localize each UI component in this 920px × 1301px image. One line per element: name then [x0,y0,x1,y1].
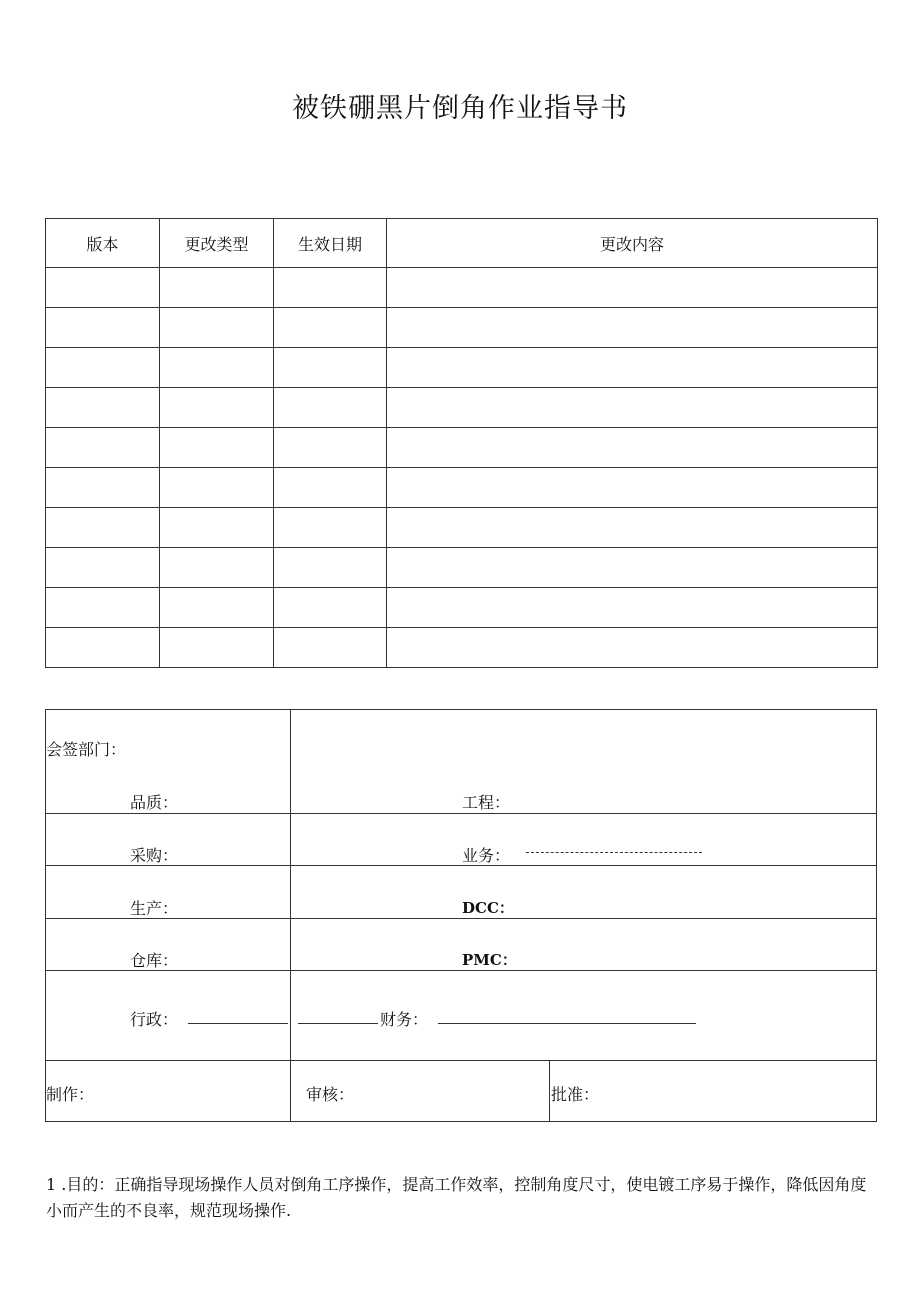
admin-signature-line-extension[interactable] [298,1023,378,1024]
document-title: 被铁硼黑片倒角作业指导书 [292,93,628,124]
dcc-label: DCC： [462,899,514,917]
row-divider [46,1060,876,1061]
header-change-type: 更改类型 [160,219,274,268]
signoff-table [45,709,877,1122]
finance-signature-line[interactable] [438,1023,696,1024]
countersign-label: 会签部门： [46,740,127,759]
pmc-label: PMC： [462,951,517,969]
purchasing-label: 采购： [130,846,179,865]
column-divider [290,710,291,1122]
column-divider [549,1060,550,1122]
header-effective-date: 生效日期 [274,219,387,268]
purpose-paragraph: 1 .目的：正确指导现场操作人员对倒角工序操作，提高工作效率，控制角度尺寸，使电镀工序易于操作，降低因角度小而产生的不良率，规范现场操作. [46,1175,867,1220]
business-signature-line[interactable] [526,852,702,853]
made-by-label: 制作： [46,1085,95,1104]
header-version: 版本 [46,219,160,268]
table-row [46,628,878,668]
table-cell [46,348,160,388]
table-row [46,468,878,508]
table-cell [387,308,878,348]
table-cell [160,388,274,428]
table-cell [387,268,878,308]
production-label: 生产： [130,899,179,918]
table-cell [46,428,160,468]
table-cell [160,548,274,588]
approved-by-label: 批准： [551,1085,600,1104]
table-cell [160,348,274,388]
warehouse-label: 仓库： [130,951,179,970]
table-cell [46,268,160,308]
table-cell [274,628,387,668]
table-row [46,388,878,428]
reviewed-by-label: 审核： [306,1085,355,1104]
admin-label: 行政： [130,1010,179,1029]
table-row [46,308,878,348]
table-cell [160,308,274,348]
table-cell [274,268,387,308]
table-cell [387,428,878,468]
table-cell [46,388,160,428]
table-cell [160,508,274,548]
table-cell [274,548,387,588]
table-cell [387,468,878,508]
revision-header-row [46,219,878,268]
table-cell [387,548,878,588]
table-cell [46,508,160,548]
table-cell [46,588,160,628]
table-cell [46,308,160,348]
table-cell [274,428,387,468]
table-row [46,428,878,468]
revision-table [45,218,878,668]
table-cell [160,588,274,628]
engineering-label: 工程： [462,793,511,812]
table-cell [274,308,387,348]
table-cell [160,628,274,668]
quality-label: 品质： [130,793,179,812]
table-cell [387,388,878,428]
table-row [46,588,878,628]
header-change-content: 更改内容 [387,219,878,268]
table-cell [46,468,160,508]
table-cell [274,508,387,548]
table-cell [274,388,387,428]
business-label: 业务： [462,846,511,865]
table-cell [160,468,274,508]
table-row [46,548,878,588]
table-row [46,268,878,308]
table-cell [387,628,878,668]
table-row [46,508,878,548]
table-cell [387,348,878,388]
table-cell [387,588,878,628]
table-cell [160,428,274,468]
table-cell [274,588,387,628]
table-cell [274,468,387,508]
admin-signature-line[interactable] [188,1023,288,1024]
table-cell [274,348,387,388]
table-cell [387,508,878,548]
row-divider [46,813,876,814]
table-cell [46,548,160,588]
table-cell [160,268,274,308]
table-cell [46,628,160,668]
table-row [46,348,878,388]
finance-label: 财务： [380,1010,429,1029]
